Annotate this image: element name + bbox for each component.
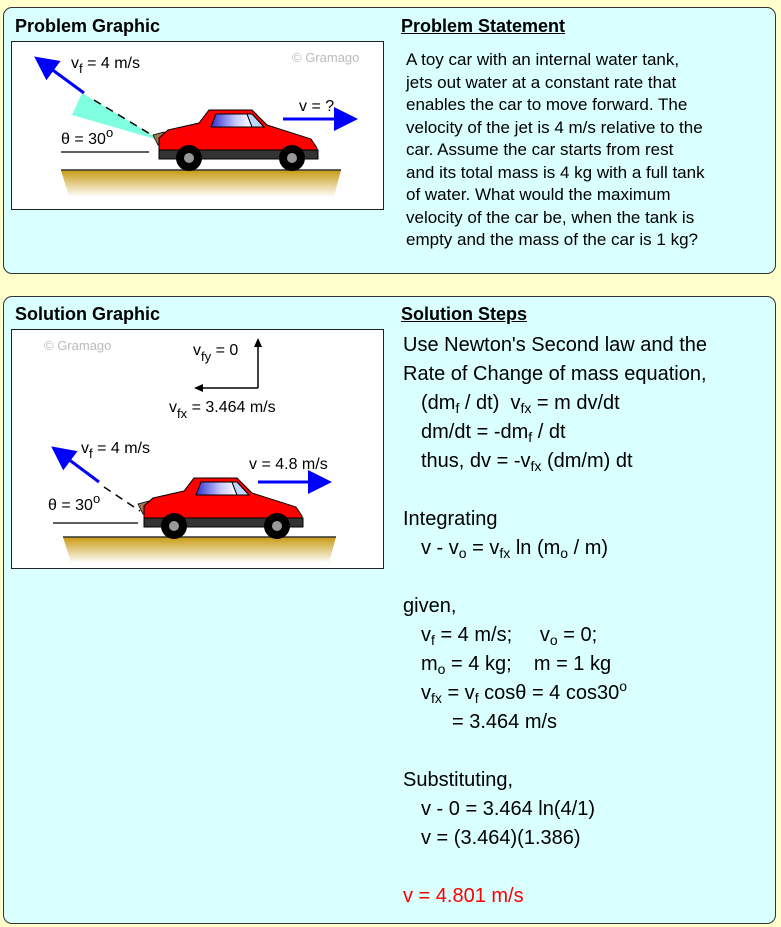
step-line <box>403 563 707 592</box>
step-text: Integrating <box>403 508 498 530</box>
v-label: v = ? <box>299 98 335 115</box>
step-text: given, <box>403 595 457 617</box>
step-subscript: o <box>549 632 558 648</box>
statement-line: of water. What would the maximum <box>406 185 671 204</box>
step-text: Substituting, <box>403 769 514 791</box>
vfx-label: $v_{fx} = 3.464$ m/s <box>169 399 276 421</box>
step-text: = 0; <box>557 624 598 646</box>
statement-line: empty and the mass of the car is 1 kg? <box>406 230 698 249</box>
step-text: m <box>421 653 438 675</box>
step-line <box>403 505 707 534</box>
step-text: thus, dv = -v <box>421 450 531 472</box>
step-line <box>403 360 707 389</box>
solution-graphic-title: Solution Graphic <box>15 304 161 324</box>
step-text: v - 0 = 3.464 ln(4/1) <box>421 798 595 820</box>
step-subscript: f <box>431 632 435 648</box>
step-line <box>403 737 707 766</box>
step-line <box>403 331 707 360</box>
step-text: / dt) v <box>459 392 521 414</box>
step-text: / dt <box>532 421 566 443</box>
problem-statement-title: Problem Statement <box>401 16 566 36</box>
ground <box>61 170 341 197</box>
step-text: Use Newton's Second law and the <box>403 334 707 356</box>
step-text: Rate of Change of mass equation, <box>403 363 707 385</box>
step-text: dm/dt = -dm <box>421 421 529 443</box>
step-line <box>403 389 707 418</box>
step-line <box>403 418 707 447</box>
step-text: v <box>421 624 431 646</box>
step-text: = v <box>466 537 500 559</box>
step-text: = v <box>441 682 475 704</box>
step-text: (dm <box>421 392 456 414</box>
step-text: cosθ = 4 cos30 <box>478 682 620 704</box>
step-line <box>403 447 707 476</box>
step-subscript: fx <box>520 400 532 416</box>
step-line <box>403 795 707 824</box>
step-subscript: o <box>560 545 569 561</box>
step-text: = m dv/dt <box>531 392 620 414</box>
final-answer <box>403 882 707 911</box>
statement-line: jets out water at a constant rate that <box>406 72 677 92</box>
step-text: v = 4.801 m/s <box>403 885 524 907</box>
theta-label: $\theta = 30^o$ <box>48 491 101 514</box>
step-subscript: o <box>458 545 467 561</box>
step-line <box>403 766 707 795</box>
vf-label: $v_f = 4$ m/s <box>71 55 140 76</box>
step-text: v = (3.464)(1.386) <box>421 827 581 849</box>
problem-graphic-title: Problem Graphic <box>15 16 161 36</box>
step-subscript: f <box>528 429 533 445</box>
step-line <box>403 621 707 650</box>
watermark: © Gramago <box>292 50 360 65</box>
step-line <box>403 708 707 737</box>
theta-label: $\theta = 30^o$ <box>61 125 114 148</box>
v-label: v = 4.8 m/s <box>249 456 328 473</box>
vf-label: $v_f = 4$ m/s <box>81 440 150 461</box>
step-text: = 4 m/s; v <box>434 624 550 646</box>
step-subscript: fx <box>431 690 442 706</box>
jet-direction-line <box>104 487 140 511</box>
statement-line: and its total mass is 4 kg with a full tank <box>406 162 705 182</box>
step-text: ln (m <box>510 537 561 559</box>
step-text: = 3.464 m/s <box>452 711 558 733</box>
solution-steps <box>403 331 707 911</box>
solution-graphic <box>11 329 384 569</box>
statement-line: A toy car with an internal water tank, <box>406 50 680 69</box>
step-line <box>403 824 707 853</box>
problem-statement <box>406 49 776 252</box>
problem-graphic <box>11 41 384 210</box>
step-text: = 4 kg; m = 1 kg <box>445 653 612 675</box>
step-line <box>403 679 707 708</box>
statement-line: enables the car to move forward. The <box>406 95 688 114</box>
step-supscript: o <box>619 678 628 694</box>
car <box>144 478 303 539</box>
step-line <box>403 476 707 505</box>
step-subscript: fx <box>530 458 542 474</box>
vfy-label: $v_{fy} = 0$ <box>193 342 239 364</box>
step-subscript: o <box>437 661 446 677</box>
statement-line: car. Assume the car starts from rest <box>406 140 674 159</box>
step-line <box>403 534 707 563</box>
solution-steps-title: Solution Steps <box>401 304 527 324</box>
ground <box>63 537 336 563</box>
watermark: © Gramago <box>44 338 112 353</box>
statement-line: velocity of the jet is 4 m/s relative to the <box>406 117 703 137</box>
step-subscript: f <box>474 690 479 706</box>
statement-line: velocity of the car be, when the tank is <box>406 207 695 227</box>
step-text: v - v <box>421 537 459 559</box>
step-text: v <box>421 682 431 704</box>
step-line <box>403 592 707 621</box>
step-line <box>403 650 707 679</box>
step-text: (dm/m) dt <box>541 450 633 472</box>
step-subscript: fx <box>499 545 511 561</box>
step-text: / m) <box>568 537 609 559</box>
step-line <box>403 853 707 882</box>
step-subscript: f <box>455 400 460 416</box>
